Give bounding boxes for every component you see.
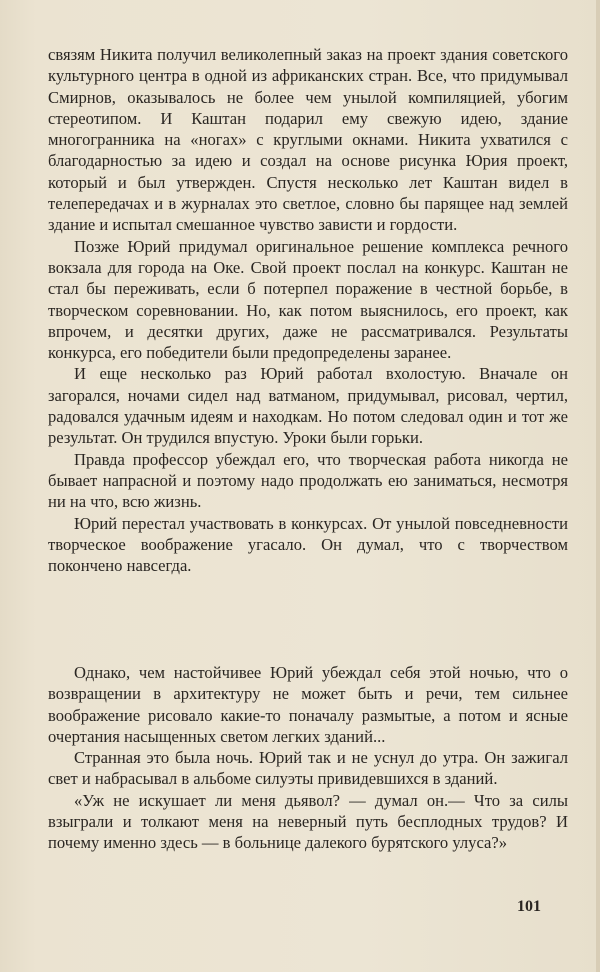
paragraph-7: Странная это была ночь. Юрий так и не уснул до утра. Он зажигал свет и набрасывал в альбоме силуэты привидевшихся в зданий. (48, 748, 568, 789)
text-section-1 (48, 44, 568, 576)
paragraph-1: связям Никита получил великолепный заказ на проект здания советского культурного центра в одной из африканских стран. Все, что придумывал Смирнов, оказывалось не более чем унылой компиляцией, убогим стереотипом. И Каштан подарил ему свежую идею, здание многогранника на «ногах» с круглыми окнами. Никита ухватился с благодарностью за идею и создал на основе рисунка Юрия проект, который и был утвержден. Спустя несколько лет Каштан видел в телепередачах и в журналах это светлое, словно бы парящее над землей здание и испытал смешанное чувство зависти и гордости. (48, 45, 568, 235)
paragraph-2: Позже Юрий придумал оригинальное решение комплекса речного вокзала для города на Оке. Свой проект послал на конкурс. Каштан не стал бы переживать, если б потерпел поражение в честной борьбе, в творческом соревновании. Но, как потом выяснилось, его проект, как впрочем, и десятки других, даже не рассматривался. Результаты конкурса, его победители были предопределены заранее. (48, 236, 568, 363)
paragraph-8: «Уж не искушает ли меня дьявол? — думал он.— Что за силы взыграли и толкают меня на неверный путь бесплодных трудов? И почему именно здесь — в больнице далекого бурятского улуса?» (48, 790, 568, 853)
paragraph-6: Однако, чем настойчивее Юрий убеждал себя этой ночью, что о возвращении в архитектуру не может быть и речи, тем сильнее воображение рисовало какие-то поначалу размытые, а потом и ясные очертания насыщенных светом легких зданий... (48, 663, 568, 746)
paragraph-4: Правда профессор убеждал его, что творческая работа никогда не бывает напрасной и поэтому надо продолжать ею заниматься, несмотря ни на что, всю жизнь. (48, 449, 568, 512)
paragraph-3: И еще несколько раз Юрий работал вхолостую. Вначале он загорался, ночами сидел над ватманом, придумывал, рисовал, чертил, радовался удачным идеям и находкам. Но потом следовал один и тот же результат. Он трудился впустую. Уроки были горьки. (48, 364, 568, 448)
paragraph-5: Юрий перестал участвовать в конкурсах. От унылой повседневности творческое воображение угасало. Он думал, что с творчеством покончено навсегда. (48, 513, 568, 576)
page-number: 101 (517, 898, 541, 915)
text-section-2 (48, 662, 568, 854)
